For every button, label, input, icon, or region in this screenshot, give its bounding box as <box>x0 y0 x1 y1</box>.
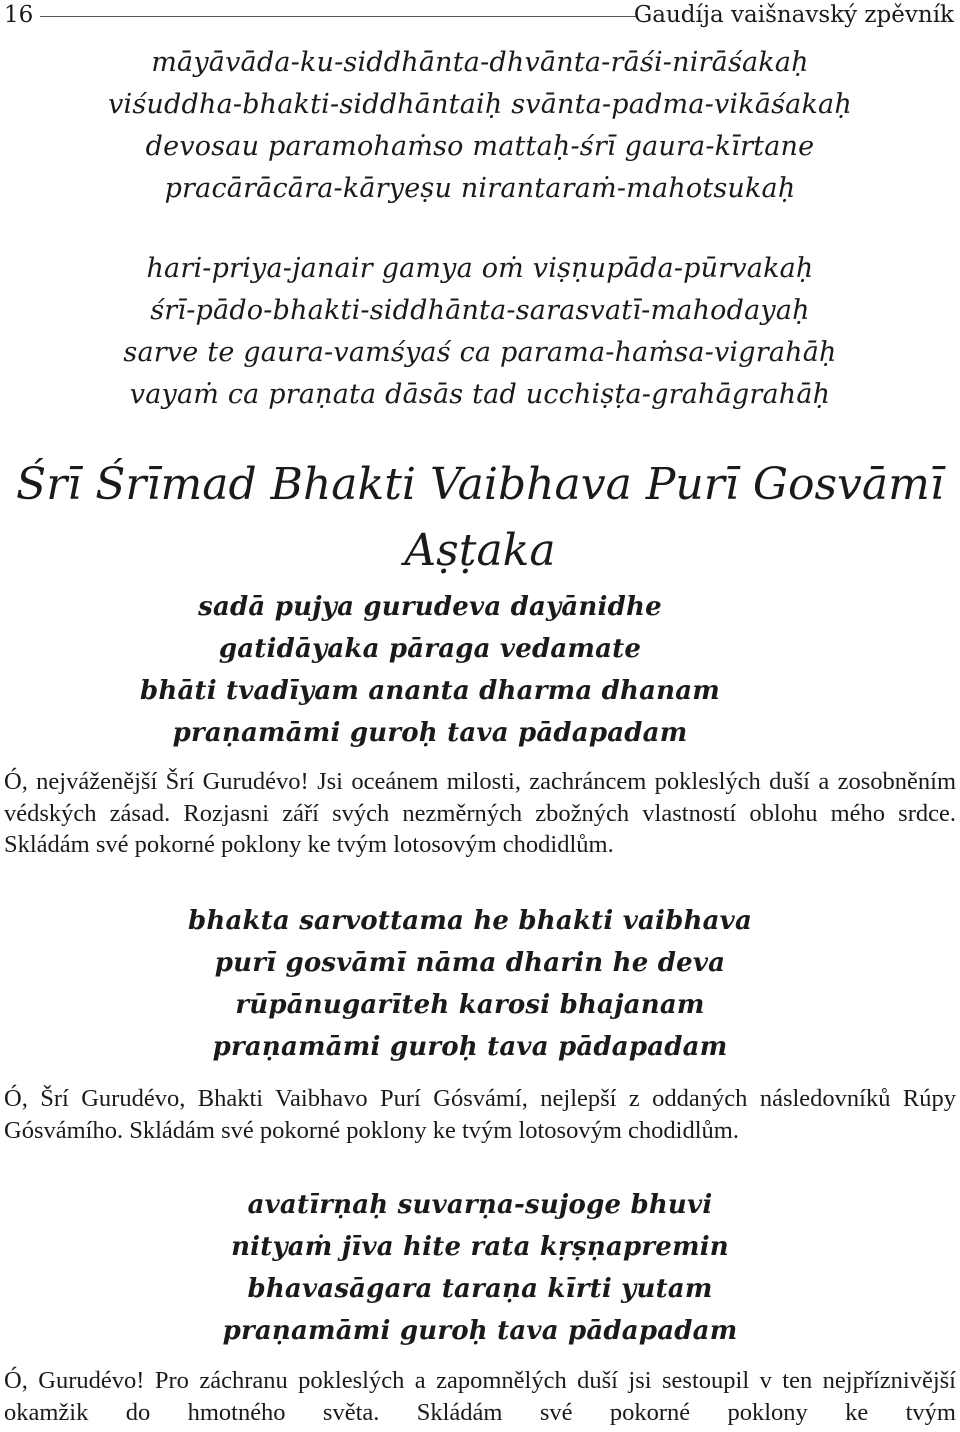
stanza-3-verse <box>0 1184 960 1352</box>
verse-line: hari-priya-janair gamya oṁ viṣṇupāda-pūrvakaḥ <box>146 253 814 284</box>
verse-line: purī gosvāmī nāma dharin he deva <box>214 948 726 978</box>
verse-line: gatidāyaka pāraga vedamate <box>218 634 642 664</box>
verse-line: bhakta sarvottama he bhakti vaibhava <box>187 906 753 936</box>
header-rule <box>40 16 638 17</box>
stanza-2-verse <box>0 900 940 1068</box>
verse-line: praṇamāmi guroḥ tava pādapadam <box>212 1032 728 1062</box>
verse-line: sarve te gaura-vamśyaś ca parama-haṁsa-vigrahāḥ <box>123 337 837 368</box>
verse-line: bhavasāgara taraṇa kīrti yutam <box>247 1274 713 1304</box>
stanza-1-verse <box>0 586 860 754</box>
verse-block-2 <box>0 248 960 416</box>
stanza-1-translation: Ó, nejváženější Šrí Gurudévo! Jsi oceánem milosti, zachráncem pokleslých duší a zosobněním védských zásad. Rozjasni září svých nezměrných zbožných vlastností oblohu mého srdce. Skládám své pokorné poklony ke tvým lotosovým chodidlům. <box>4 768 956 858</box>
verse-line: devosau paramohaṁso mattaḥ-śrī gaura-kīrtane <box>145 131 815 162</box>
stanza-3-translation: Ó, Gurudévo! Pro záchranu pokleslých a zapomnělých duší jsi sestoupil v ten nejpříznivější okamžik do hmotného světa. Skládám své pokorné poklony ke tvým <box>4 1367 956 1426</box>
section-heading <box>0 452 960 584</box>
verse-line: bhāti tvadīyam ananta dharma dhanam <box>139 676 721 706</box>
verse-line: avatīrṇaḥ suvarṇa-sujoge bhuvi <box>247 1190 713 1220</box>
verse-line: sadā pujya gurudeva dayānidhe <box>198 592 662 622</box>
verse-line: praṇamāmi guroḥ tava pādapadam <box>172 718 688 748</box>
running-title: Gaudíja vaišnavský zpěvník <box>633 2 954 28</box>
page-number: 16 <box>4 2 34 28</box>
verse-line: viśuddha-bhakti-siddhāntaiḥ svānta-padma-vikāśakaḥ <box>108 89 852 120</box>
heading-line-2: Aṣṭaka <box>404 525 556 576</box>
verse-line: vayaṁ ca praṇata dāsās tad ucchiṣṭa-grahāgrahāḥ <box>129 379 831 410</box>
verse-block-1 <box>0 42 960 210</box>
verse-line: praṇamāmi guroḥ tava pādapadam <box>222 1316 738 1346</box>
verse-line: māyāvāda-ku-siddhānta-dhvānta-rāśi-nirāśakaḥ <box>151 47 809 78</box>
heading-line-1: Śrī Śrīmad Bhakti Vaibhava Purī Gosvāmī <box>16 459 944 510</box>
verse-line: rūpānugarīteh karosi bhajanam <box>235 990 705 1020</box>
stanza-2-translation: Ó, Šrí Gurudévo, Bhakti Vaibhavo Purí Gósvámí, nejlepší z oddaných následovníků Rúpy Gósvámího. Skládám své pokorné poklony ke tvým lotosovým chodidlům. <box>4 1085 956 1144</box>
verse-line: śrī-pādo-bhakti-siddhānta-sarasvatī-mahodayaḥ <box>150 295 810 326</box>
verse-line: nityaṁ jīva hite rata kṛṣṇapremin <box>231 1232 729 1262</box>
page-header <box>0 0 960 34</box>
verse-line: pracārācāra-kāryeṣu nirantaraṁ-mahotsukaḥ <box>164 173 796 204</box>
